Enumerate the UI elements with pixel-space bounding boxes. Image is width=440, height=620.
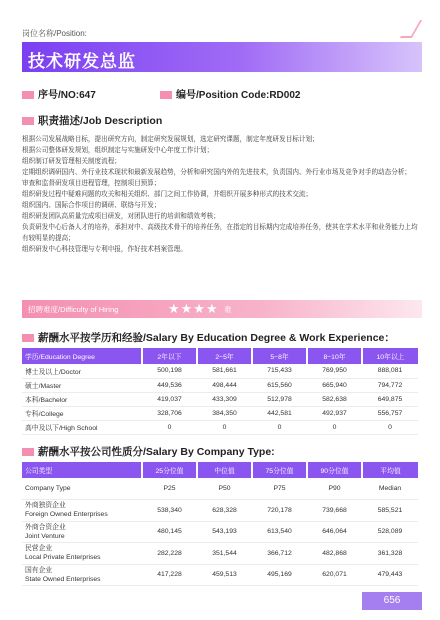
salary-cell: P90: [307, 478, 362, 500]
job-description-title: 职责描述/Job Description: [38, 115, 163, 127]
salary-cell: 0: [362, 420, 418, 434]
edu-salary-heading: [22, 330, 395, 345]
edu-salary-title: 薪酬水平按学历和经验/Salary By Education Degree & Work Experience：: [38, 332, 395, 344]
company-header-cell: 平均值: [362, 462, 418, 478]
salary-cell: 498,444: [197, 378, 252, 392]
edu-salary-table: [22, 348, 418, 435]
company-header-cell: 90分位值: [307, 462, 362, 478]
salary-cell: 459,513: [197, 564, 252, 586]
table-row: [22, 500, 418, 522]
job-description-line: 根据公司整体研发规划，组织制定与实施研发中心年度工作计划；: [22, 147, 214, 154]
salary-cell: 419,037: [142, 392, 197, 406]
job-description-line: 根据公司发展战略目标，提出研究方向，制定研究发展规划，选定研究课题，制定年度研发目标计划；: [22, 136, 319, 143]
edu-header-cell: 10年以上: [362, 348, 418, 364]
company-type-cell: [22, 478, 142, 500]
company-header-cell: 公司类型: [22, 462, 142, 478]
edu-header-cell: 2年以下: [142, 348, 197, 364]
company-type-cell: [22, 543, 142, 565]
table-row: [22, 478, 418, 500]
salary-cell: 528,089: [362, 521, 418, 543]
company-type-cell: [22, 521, 142, 543]
company-type-cn: 外商独资企业: [25, 502, 66, 510]
job-description-text: [22, 134, 422, 255]
salary-cell: 543,193: [197, 521, 252, 543]
salary-cell: 769,950: [307, 364, 362, 378]
salary-cell: P75: [252, 478, 307, 500]
table-row: [22, 378, 418, 392]
company-salary-table: [22, 462, 418, 586]
salary-cell: 794,772: [362, 378, 418, 392]
salary-cell: 715,433: [252, 364, 307, 378]
salary-cell: 615,560: [252, 378, 307, 392]
salary-cell: Median: [362, 478, 418, 500]
education-degree-cell: 博士及以上/Doctor: [22, 364, 142, 378]
salary-cell: 282,228: [142, 543, 197, 565]
company-header-cell: 25分位值: [142, 462, 197, 478]
salary-cell: 433,309: [197, 392, 252, 406]
education-degree-cell: 高中及以下/High School: [22, 420, 142, 434]
salary-cell: 495,169: [252, 564, 307, 586]
salary-cell: 649,875: [362, 392, 418, 406]
salary-cell: 646,064: [307, 521, 362, 543]
salary-cell: 351,544: [197, 543, 252, 565]
difficulty-bar: [22, 300, 422, 318]
job-description-line: 组织研发过程中疑难问题的攻关和相关组织、部门之间工作协调，并组织开展多种形式的技术交流；: [22, 191, 313, 198]
company-type-cn: Company Type: [25, 485, 71, 492]
table-row: [22, 420, 418, 434]
table-row: [22, 392, 418, 406]
company-type-cn: 民营企业: [25, 545, 53, 553]
job-description-line: 定期组织调研国内、外行业技术现状和最新发展趋势，分析和研究国内外的先进技术，负责国内、外行业市场及竞争对手的动态分析；: [22, 169, 412, 176]
company-type-cell: [22, 564, 142, 586]
salary-cell: 442,581: [252, 406, 307, 420]
education-degree-cell: 硕士/Master: [22, 378, 142, 392]
company-type-cn: 外商合资企业: [25, 523, 66, 531]
salary-cell: 613,540: [252, 521, 307, 543]
salary-cell: 417,228: [142, 564, 197, 586]
job-description-line: 组织研发团队高质量完成项目研发，对团队进行的培训和绩效考核；: [22, 213, 220, 220]
salary-cell: 581,661: [197, 364, 252, 378]
title-bar: [22, 42, 422, 72]
job-description-line: 负责研发中心后备人才的培养，承担对中、高级技术骨干的培养任务，在指定的目标期内完成培养任务，使其在学术水平和业务能力上均有较明显的提高；: [22, 224, 418, 242]
company-type-cell: [22, 500, 142, 522]
page-title: 技术研发总监: [28, 52, 136, 71]
job-description-heading: [22, 113, 162, 128]
bullet-marker: [22, 117, 34, 125]
bullet-marker: [22, 334, 34, 342]
salary-cell: 479,443: [362, 564, 418, 586]
company-type-en: Foreign Owned Enterprises: [25, 511, 108, 519]
table-row: [22, 406, 418, 420]
edu-table-header: [22, 348, 418, 364]
salary-cell: 628,328: [197, 500, 252, 522]
edu-header-cell: 5−8年: [252, 348, 307, 364]
bullet-marker: [22, 448, 34, 456]
page-number: 656: [362, 592, 422, 610]
salary-cell: 665,940: [307, 378, 362, 392]
salary-cell: 0: [197, 420, 252, 434]
salary-cell: 500,198: [142, 364, 197, 378]
salary-cell: 482,868: [307, 543, 362, 565]
company-type-en: Joint Venture: [25, 532, 65, 540]
position-label: 岗位名称/Position:: [22, 29, 87, 38]
company-header-cell: 中位值: [197, 462, 252, 478]
job-description-line: 组织制订研发管理相关制度流程；: [22, 158, 121, 165]
table-row: [22, 521, 418, 543]
table-row: [22, 564, 418, 586]
edu-header-cell: 8−10年: [307, 348, 362, 364]
serial-number: [22, 86, 96, 101]
table-row: [22, 364, 418, 378]
company-type-en: State Owned Enterprises: [25, 575, 101, 583]
job-description-line: 组织国内、国际合作项目的调研、联络与开发；: [22, 202, 161, 209]
salary-cell: 0: [307, 420, 362, 434]
company-type-cn: 国有企业: [25, 566, 53, 574]
difficulty-word: 难: [224, 305, 232, 314]
salary-cell: P25: [142, 478, 197, 500]
salary-cell: 538,340: [142, 500, 197, 522]
company-salary-heading: [22, 444, 275, 459]
table-row: [22, 543, 418, 565]
decorative-line: [400, 20, 422, 38]
salary-cell: 0: [142, 420, 197, 434]
salary-cell: 556,757: [362, 406, 418, 420]
difficulty-label: 招聘难度/Difficulty of Hiring: [28, 305, 119, 314]
serial-text: 序号/NO:647: [38, 90, 96, 101]
position-code: [160, 86, 300, 101]
company-header-cell: 75分位值: [252, 462, 307, 478]
bullet-marker: [160, 91, 172, 99]
edu-header-cell: 学历/Education Degree: [22, 348, 142, 364]
salary-cell: 328,706: [142, 406, 197, 420]
bullet-marker: [22, 91, 34, 99]
job-description-line: 组织研发中心科技管理与专利申报，作好技术档案管理。: [22, 246, 187, 253]
edu-header-cell: 2−5年: [197, 348, 252, 364]
company-type-en: Local Private Enterprises: [25, 554, 101, 562]
salary-cell: 720,178: [252, 500, 307, 522]
salary-cell: 361,328: [362, 543, 418, 565]
education-degree-cell: 本科/Bachelor: [22, 392, 142, 406]
salary-cell: P50: [197, 478, 252, 500]
difficulty-stars: ★★★★: [168, 301, 219, 316]
salary-cell: 480,145: [142, 521, 197, 543]
salary-cell: 512,978: [252, 392, 307, 406]
salary-cell: 384,350: [197, 406, 252, 420]
salary-cell: 620,071: [307, 564, 362, 586]
salary-cell: 582,638: [307, 392, 362, 406]
company-salary-title: 薪酬水平按公司性质分/Salary By Company Type:: [38, 446, 275, 458]
position-code-text: 编号/Position Code:RD002: [176, 90, 301, 101]
job-description-line: 审查和监督研发项目进程管理，控制项目预算；: [22, 180, 161, 187]
salary-cell: 0: [252, 420, 307, 434]
education-degree-cell: 专科/College: [22, 406, 142, 420]
salary-cell: 888,081: [362, 364, 418, 378]
salary-cell: 585,521: [362, 500, 418, 522]
company-table-header: [22, 462, 418, 478]
salary-cell: 492,937: [307, 406, 362, 420]
salary-cell: 449,536: [142, 378, 197, 392]
salary-cell: 739,668: [307, 500, 362, 522]
salary-cell: 366,712: [252, 543, 307, 565]
